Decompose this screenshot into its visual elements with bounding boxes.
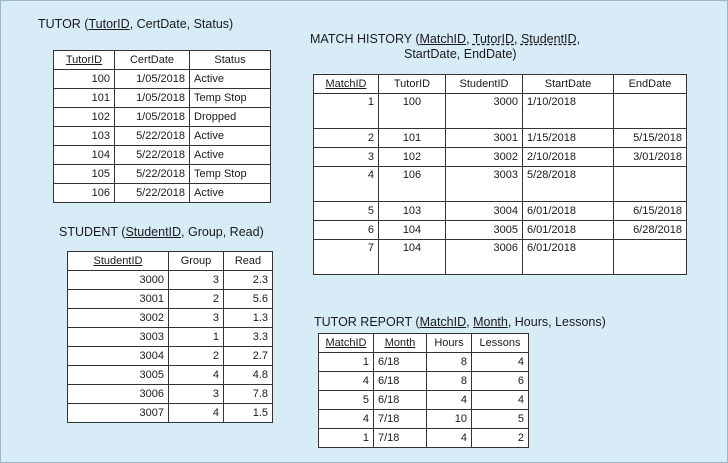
- table-cell: 3004: [446, 202, 523, 221]
- table-row: [54, 70, 271, 89]
- table-cell: 10: [427, 410, 472, 429]
- table-cell: 6/01/2018: [523, 202, 614, 221]
- table-cell: 3006: [446, 240, 523, 275]
- table-cell: 101: [54, 89, 115, 108]
- table-row: [314, 221, 687, 240]
- table-cell: 3005: [68, 366, 169, 385]
- table-row: [314, 167, 687, 202]
- column-header: StudentID: [446, 75, 523, 94]
- table-cell: 6/18: [374, 353, 427, 372]
- table-cell: 6/15/2018: [614, 202, 687, 221]
- table-cell: 5/28/2018: [523, 167, 614, 202]
- table-row: [319, 410, 529, 429]
- table-cell: [614, 167, 687, 202]
- table-cell: 1: [169, 328, 224, 347]
- table-cell: 102: [54, 108, 115, 127]
- table-cell: 7.8: [224, 385, 273, 404]
- table-cell: 5/22/2018: [115, 165, 190, 184]
- tutor-report-table: [318, 333, 529, 448]
- table-cell: 3003: [68, 328, 169, 347]
- table-cell: 3000: [68, 271, 169, 290]
- match-history-table: [313, 74, 687, 275]
- table-cell: 3: [314, 148, 379, 167]
- table-cell: 6/18: [374, 391, 427, 410]
- table-row: [314, 202, 687, 221]
- table-cell: 1/15/2018: [523, 129, 614, 148]
- table-row: [54, 89, 271, 108]
- table-row: [319, 391, 529, 410]
- table-cell: 7: [314, 240, 379, 275]
- column-header: MatchID: [319, 334, 374, 353]
- table-cell: 104: [379, 240, 446, 275]
- table-cell: Temp Stop: [190, 165, 271, 184]
- table-row: [314, 240, 687, 275]
- table-row: [319, 353, 529, 372]
- table-row: [68, 366, 273, 385]
- table-cell: 3004: [68, 347, 169, 366]
- table-cell: 3007: [68, 404, 169, 423]
- table-cell: 2: [472, 429, 529, 448]
- match-history-caption: MATCH HISTORY (MatchID, TutorID, StudentID,: [310, 32, 581, 46]
- student-table: [67, 251, 273, 423]
- table-row: [314, 94, 687, 129]
- table-cell: 5/22/2018: [115, 127, 190, 146]
- column-header: EndDate: [614, 75, 687, 94]
- table-cell: 6/01/2018: [523, 221, 614, 240]
- table-cell: Active: [190, 184, 271, 203]
- table-row: [54, 108, 271, 127]
- table-cell: 4: [472, 391, 529, 410]
- table-row: [68, 385, 273, 404]
- table-row: [68, 290, 273, 309]
- column-header: Lessons: [472, 334, 529, 353]
- table-cell: 2: [169, 290, 224, 309]
- table-cell: 3.3: [224, 328, 273, 347]
- table-cell: 3002: [446, 148, 523, 167]
- column-header: StudentID: [68, 252, 169, 271]
- table-cell: 6: [314, 221, 379, 240]
- table-cell: 8: [427, 372, 472, 391]
- table-row: [314, 148, 687, 167]
- table-row: [68, 271, 273, 290]
- table-row: [54, 184, 271, 203]
- column-header: Status: [190, 51, 271, 70]
- table-cell: 4: [314, 167, 379, 202]
- table-cell: 1/05/2018: [115, 70, 190, 89]
- table-row: [68, 328, 273, 347]
- table-cell: 3000: [446, 94, 523, 129]
- table-cell: 103: [54, 127, 115, 146]
- tutor-caption: TUTOR (TutorID, CertDate, Status): [38, 17, 234, 31]
- table-cell: 1: [319, 353, 374, 372]
- table-cell: 6/01/2018: [523, 240, 614, 275]
- table-row: [54, 165, 271, 184]
- table-cell: 4: [472, 353, 529, 372]
- table-cell: [614, 240, 687, 275]
- table-cell: 3003: [446, 167, 523, 202]
- table-cell: 3/01/2018: [614, 148, 687, 167]
- table-cell: 6: [472, 372, 529, 391]
- match-history-caption-line2: StartDate, EndDate): [404, 47, 517, 61]
- table-cell: 3006: [68, 385, 169, 404]
- table-cell: Temp Stop: [190, 89, 271, 108]
- column-header: TutorID: [54, 51, 115, 70]
- table-cell: 3001: [446, 129, 523, 148]
- table-cell: 1.5: [224, 404, 273, 423]
- column-header: MatchID: [314, 75, 379, 94]
- table-cell: 4: [319, 410, 374, 429]
- table-cell: 1/05/2018: [115, 108, 190, 127]
- table-row: [68, 309, 273, 328]
- column-header: TutorID: [379, 75, 446, 94]
- table-cell: 3005: [446, 221, 523, 240]
- table-cell: 2: [314, 129, 379, 148]
- table-cell: 2.3: [224, 271, 273, 290]
- table-cell: 4: [169, 404, 224, 423]
- tutor-table: [53, 50, 271, 203]
- table-row: [68, 404, 273, 423]
- table-cell: 104: [379, 221, 446, 240]
- table-cell: 100: [54, 70, 115, 89]
- table-cell: 5: [314, 202, 379, 221]
- table-cell: 105: [54, 165, 115, 184]
- table-cell: 104: [54, 146, 115, 165]
- table-cell: 3: [169, 309, 224, 328]
- table-cell: 5/22/2018: [115, 184, 190, 203]
- table-cell: 1/10/2018: [523, 94, 614, 129]
- table-cell: 2.7: [224, 347, 273, 366]
- table-cell: 1/05/2018: [115, 89, 190, 108]
- table-cell: 101: [379, 129, 446, 148]
- table-cell: [614, 94, 687, 129]
- table-cell: 5/22/2018: [115, 146, 190, 165]
- tutor-report-caption: TUTOR REPORT (MatchID, Month, Hours, Lessons): [314, 315, 606, 329]
- table-cell: 7/18: [374, 429, 427, 448]
- table-cell: 6/18: [374, 372, 427, 391]
- table-cell: 106: [54, 184, 115, 203]
- table-cell: 4: [169, 366, 224, 385]
- column-header: StartDate: [523, 75, 614, 94]
- table-row: [319, 429, 529, 448]
- table-cell: 4: [427, 391, 472, 410]
- table-cell: 7/18: [374, 410, 427, 429]
- table-cell: 102: [379, 148, 446, 167]
- table-cell: 8: [427, 353, 472, 372]
- column-header: Hours: [427, 334, 472, 353]
- table-cell: Active: [190, 127, 271, 146]
- table-cell: 103: [379, 202, 446, 221]
- table-cell: 4: [427, 429, 472, 448]
- table-cell: 3: [169, 271, 224, 290]
- table-cell: 100: [379, 94, 446, 129]
- column-header: Read: [224, 252, 273, 271]
- table-cell: Active: [190, 70, 271, 89]
- table-row: [68, 347, 273, 366]
- table-cell: 2/10/2018: [523, 148, 614, 167]
- table-cell: 3: [169, 385, 224, 404]
- table-cell: 1.3: [224, 309, 273, 328]
- table-cell: 4.8: [224, 366, 273, 385]
- table-row: [54, 127, 271, 146]
- table-cell: 2: [169, 347, 224, 366]
- table-cell: 5: [319, 391, 374, 410]
- table-cell: Dropped: [190, 108, 271, 127]
- table-row: [314, 129, 687, 148]
- column-header: Group: [169, 252, 224, 271]
- table-cell: 6/28/2018: [614, 221, 687, 240]
- column-header: Month: [374, 334, 427, 353]
- table-row: [319, 372, 529, 391]
- table-row: [54, 146, 271, 165]
- table-cell: 5.6: [224, 290, 273, 309]
- table-cell: 5/15/2018: [614, 129, 687, 148]
- table-cell: 1: [319, 429, 374, 448]
- column-header: CertDate: [115, 51, 190, 70]
- table-cell: 4: [319, 372, 374, 391]
- student-caption: STUDENT (StudentID, Group, Read): [59, 225, 264, 239]
- table-cell: 5: [472, 410, 529, 429]
- table-cell: 1: [314, 94, 379, 129]
- table-cell: 106: [379, 167, 446, 202]
- table-cell: Active: [190, 146, 271, 165]
- table-cell: 3002: [68, 309, 169, 328]
- table-cell: 3001: [68, 290, 169, 309]
